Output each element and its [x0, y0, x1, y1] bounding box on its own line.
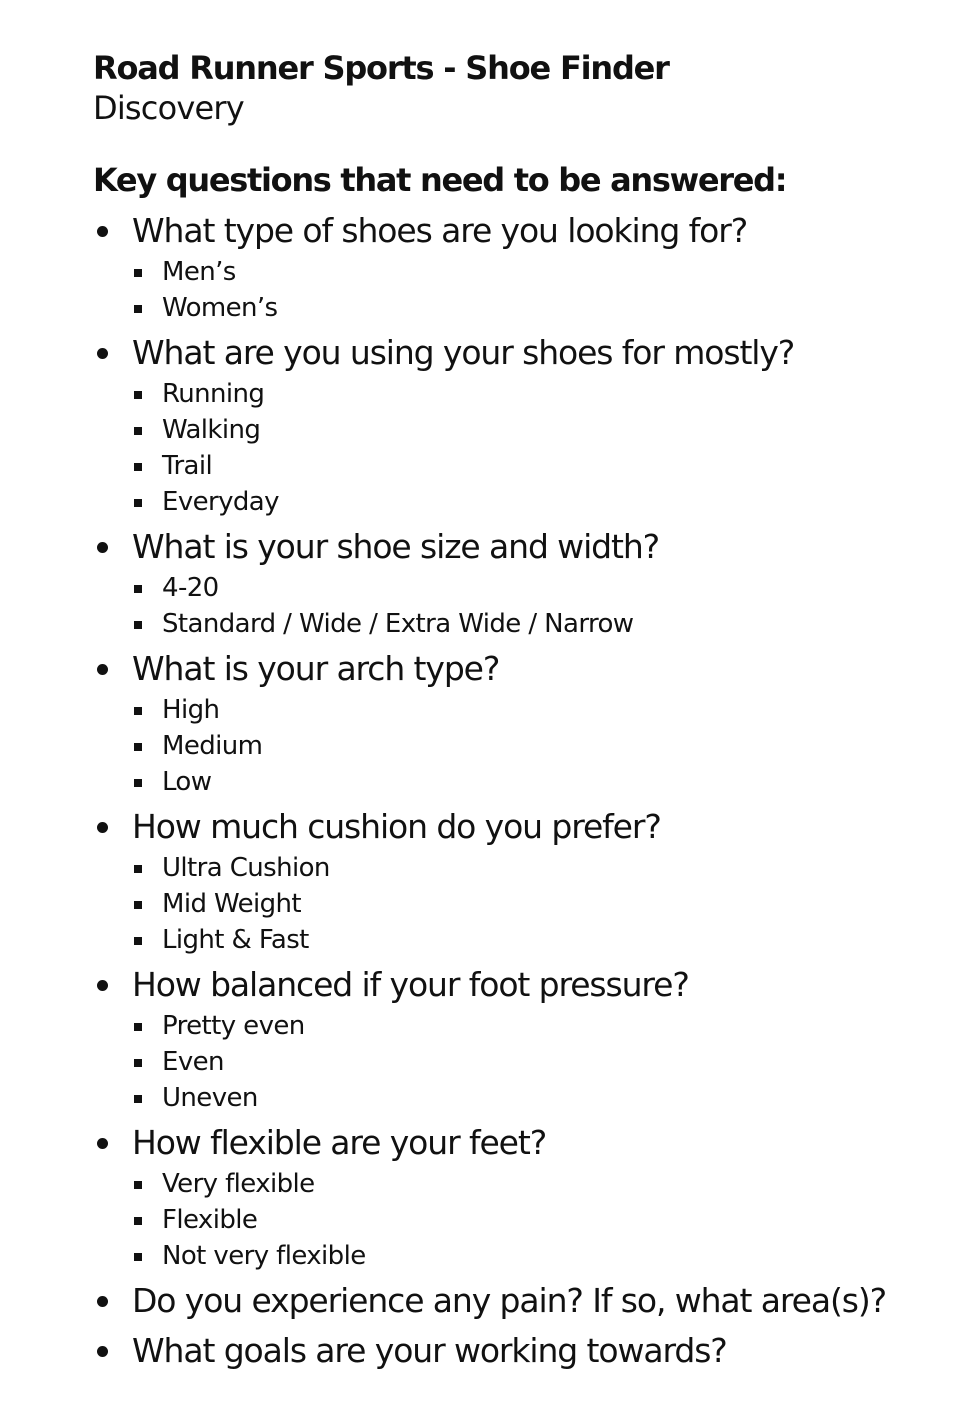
bullet-square-icon	[134, 779, 142, 787]
question-row	[93, 962, 965, 1008]
question-item	[93, 962, 965, 1116]
bullet-dot-icon	[97, 1138, 108, 1149]
question-row	[93, 804, 965, 850]
options-list	[93, 254, 965, 326]
bullet-square-icon	[134, 1023, 142, 1031]
question-text: What type of shoes are you looking for?	[132, 211, 748, 250]
question-text: How balanced if your foot pressure?	[132, 965, 689, 1004]
option-text: 4-20	[162, 573, 219, 603]
questions-list	[93, 208, 965, 1374]
option-text: Low	[162, 767, 212, 797]
bullet-square-icon	[134, 865, 142, 873]
question-item	[93, 1278, 965, 1324]
option-item	[93, 728, 965, 764]
option-text: Ultra Cushion	[162, 853, 330, 883]
document-subtitle: Discovery	[93, 89, 244, 127]
document-title: Road Runner Sports - Shoe Finder	[93, 49, 669, 87]
bullet-dot-icon	[97, 664, 108, 675]
option-text: Women’s	[162, 293, 278, 323]
option-text: Flexible	[162, 1205, 258, 1235]
options-list	[93, 692, 965, 800]
bullet-square-icon	[134, 707, 142, 715]
question-row	[93, 1328, 965, 1374]
option-item	[93, 412, 965, 448]
option-item	[93, 886, 965, 922]
question-row	[93, 646, 965, 692]
question-row	[93, 524, 965, 570]
option-item	[93, 1202, 965, 1238]
bullet-square-icon	[134, 901, 142, 909]
question-text: What are you using your shoes for mostly?	[132, 333, 795, 372]
bullet-square-icon	[134, 585, 142, 593]
option-item	[93, 484, 965, 520]
question-item	[93, 1328, 965, 1374]
option-text: Trail	[162, 451, 213, 481]
bullet-dot-icon	[97, 226, 108, 237]
bullet-square-icon	[134, 743, 142, 751]
option-text: Not very flexible	[162, 1241, 366, 1271]
question-item	[93, 208, 965, 326]
bullet-square-icon	[134, 305, 142, 313]
bullet-square-icon	[134, 1095, 142, 1103]
bullet-square-icon	[134, 937, 142, 945]
bullet-square-icon	[134, 1059, 142, 1067]
bullet-square-icon	[134, 427, 142, 435]
question-row	[93, 1120, 965, 1166]
option-text: Everyday	[162, 487, 279, 517]
question-item	[93, 646, 965, 800]
option-text: High	[162, 695, 220, 725]
question-item	[93, 804, 965, 958]
bullet-square-icon	[134, 391, 142, 399]
option-text: Light & Fast	[162, 925, 309, 955]
bullet-square-icon	[134, 621, 142, 629]
question-text: How much cushion do you prefer?	[132, 807, 661, 846]
option-text: Even	[162, 1047, 224, 1077]
question-text: How flexible are your feet?	[132, 1123, 547, 1162]
option-item	[93, 570, 965, 606]
option-item	[93, 850, 965, 886]
question-row	[93, 330, 965, 376]
bullet-square-icon	[134, 269, 142, 277]
bullet-dot-icon	[97, 1346, 108, 1357]
options-list	[93, 570, 965, 642]
section-heading: Key questions that need to be answered:	[93, 161, 787, 199]
option-text: Medium	[162, 731, 263, 761]
bullet-dot-icon	[97, 822, 108, 833]
option-item	[93, 1166, 965, 1202]
bullet-square-icon	[134, 463, 142, 471]
option-text: Uneven	[162, 1083, 258, 1113]
option-item	[93, 254, 965, 290]
option-item	[93, 448, 965, 484]
option-text: Men’s	[162, 257, 236, 287]
bullet-dot-icon	[97, 348, 108, 359]
options-list	[93, 376, 965, 520]
option-item	[93, 764, 965, 800]
option-item	[93, 922, 965, 958]
option-text: Running	[162, 379, 265, 409]
question-text: Do you experience any pain? If so, what area(s)?	[132, 1281, 887, 1320]
option-item	[93, 1044, 965, 1080]
bullet-square-icon	[134, 499, 142, 507]
option-item	[93, 290, 965, 326]
bullet-dot-icon	[97, 1296, 108, 1307]
option-item	[93, 1238, 965, 1274]
option-item	[93, 1008, 965, 1044]
question-item	[93, 524, 965, 642]
option-text: Pretty even	[162, 1011, 305, 1041]
options-list	[93, 1008, 965, 1116]
options-list	[93, 850, 965, 958]
option-text: Very flexible	[162, 1169, 315, 1199]
bullet-square-icon	[134, 1253, 142, 1261]
option-item	[93, 606, 965, 642]
option-item	[93, 1080, 965, 1116]
option-item	[93, 692, 965, 728]
option-text: Mid Weight	[162, 889, 302, 919]
question-text: What is your shoe size and width?	[132, 527, 660, 566]
question-row	[93, 208, 965, 254]
option-item	[93, 376, 965, 412]
bullet-square-icon	[134, 1217, 142, 1225]
question-text: What goals are your working towards?	[132, 1331, 727, 1370]
bullet-dot-icon	[97, 542, 108, 553]
bullet-square-icon	[134, 1181, 142, 1189]
bullet-dot-icon	[97, 980, 108, 991]
option-text: Walking	[162, 415, 261, 445]
options-list	[93, 1166, 965, 1274]
question-text: What is your arch type?	[132, 649, 500, 688]
question-row	[93, 1278, 965, 1324]
option-text: Standard / Wide / Extra Wide / Narrow	[162, 609, 634, 639]
question-item	[93, 1120, 965, 1274]
question-item	[93, 330, 965, 520]
